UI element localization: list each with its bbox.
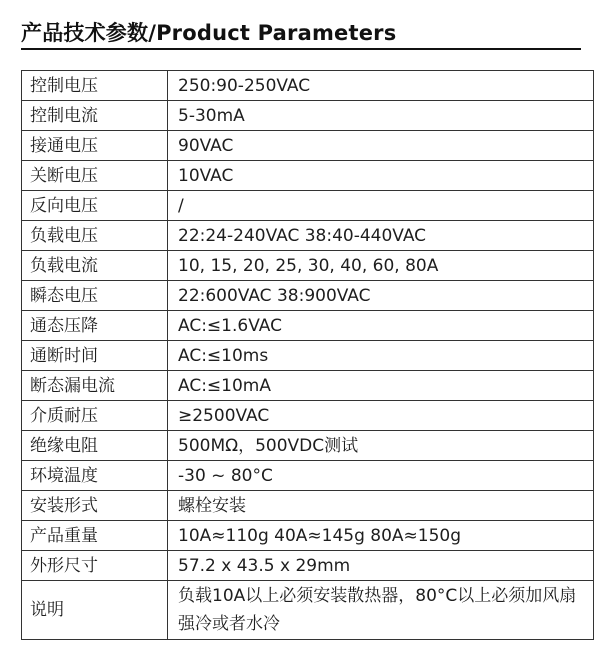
table-row xyxy=(22,251,594,281)
param-label: 接通电压 xyxy=(22,131,168,161)
param-label: 负载电压 xyxy=(22,221,168,251)
param-value: 负载10A以上必须安装散热器，80°C以上必须加风扇强冷或者水冷 xyxy=(168,581,594,640)
param-label: 控制电流 xyxy=(22,101,168,131)
table-row xyxy=(22,491,594,521)
table-row xyxy=(22,71,594,101)
table-row xyxy=(22,341,594,371)
param-label: 通态压降 xyxy=(22,311,168,341)
param-label: 关断电压 xyxy=(22,161,168,191)
param-value: 10, 15, 20, 25, 30, 40, 60, 80A xyxy=(168,251,594,281)
parameters-table xyxy=(21,70,594,640)
param-value: / xyxy=(168,191,594,221)
param-value: 57.2 x 43.5 x 29mm xyxy=(168,551,594,581)
param-label: 安装形式 xyxy=(22,491,168,521)
page-title: 产品技术参数/Product Parameters xyxy=(21,21,397,45)
table-row xyxy=(22,191,594,221)
table-row xyxy=(22,221,594,251)
param-value: -30 ~ 80°C xyxy=(168,461,594,491)
param-label: 介质耐压 xyxy=(22,401,168,431)
table-row xyxy=(22,311,594,341)
param-label: 产品重量 xyxy=(22,521,168,551)
param-label: 环境温度 xyxy=(22,461,168,491)
param-label: 断态漏电流 xyxy=(22,371,168,401)
param-label: 绝缘电阻 xyxy=(22,431,168,461)
param-label: 说明 xyxy=(22,581,168,640)
table-row xyxy=(22,281,594,311)
param-value: 250:90-250VAC xyxy=(168,71,594,101)
param-value: AC:≤10mA xyxy=(168,371,594,401)
param-value: 22:600VAC 38:900VAC xyxy=(168,281,594,311)
param-value: 10VAC xyxy=(168,161,594,191)
param-label: 瞬态电压 xyxy=(22,281,168,311)
param-label: 外形尺寸 xyxy=(22,551,168,581)
table-row xyxy=(22,161,594,191)
param-label: 通断时间 xyxy=(22,341,168,371)
param-label: 控制电压 xyxy=(22,71,168,101)
table-row xyxy=(22,551,594,581)
param-value: 10A≈110g 40A≈145g 80A≈150g xyxy=(168,521,594,551)
table-row xyxy=(22,581,594,640)
param-value: 22:24-240VAC 38:40-440VAC xyxy=(168,221,594,251)
param-value: ≥2500VAC xyxy=(168,401,594,431)
table-row xyxy=(22,371,594,401)
table-row xyxy=(22,401,594,431)
param-value: AC:≤1.6VAC xyxy=(168,311,594,341)
title-divider xyxy=(21,48,581,50)
param-value: 5-30mA xyxy=(168,101,594,131)
table-row xyxy=(22,131,594,161)
param-value: 螺栓安装 xyxy=(168,491,594,521)
table-row xyxy=(22,521,594,551)
param-label: 负载电流 xyxy=(22,251,168,281)
table-row xyxy=(22,431,594,461)
param-value: AC:≤10ms xyxy=(168,341,594,371)
param-value: 90VAC xyxy=(168,131,594,161)
table-row xyxy=(22,101,594,131)
param-value: 500MΩ，500VDC测试 xyxy=(168,431,594,461)
table-row xyxy=(22,461,594,491)
param-label: 反向电压 xyxy=(22,191,168,221)
